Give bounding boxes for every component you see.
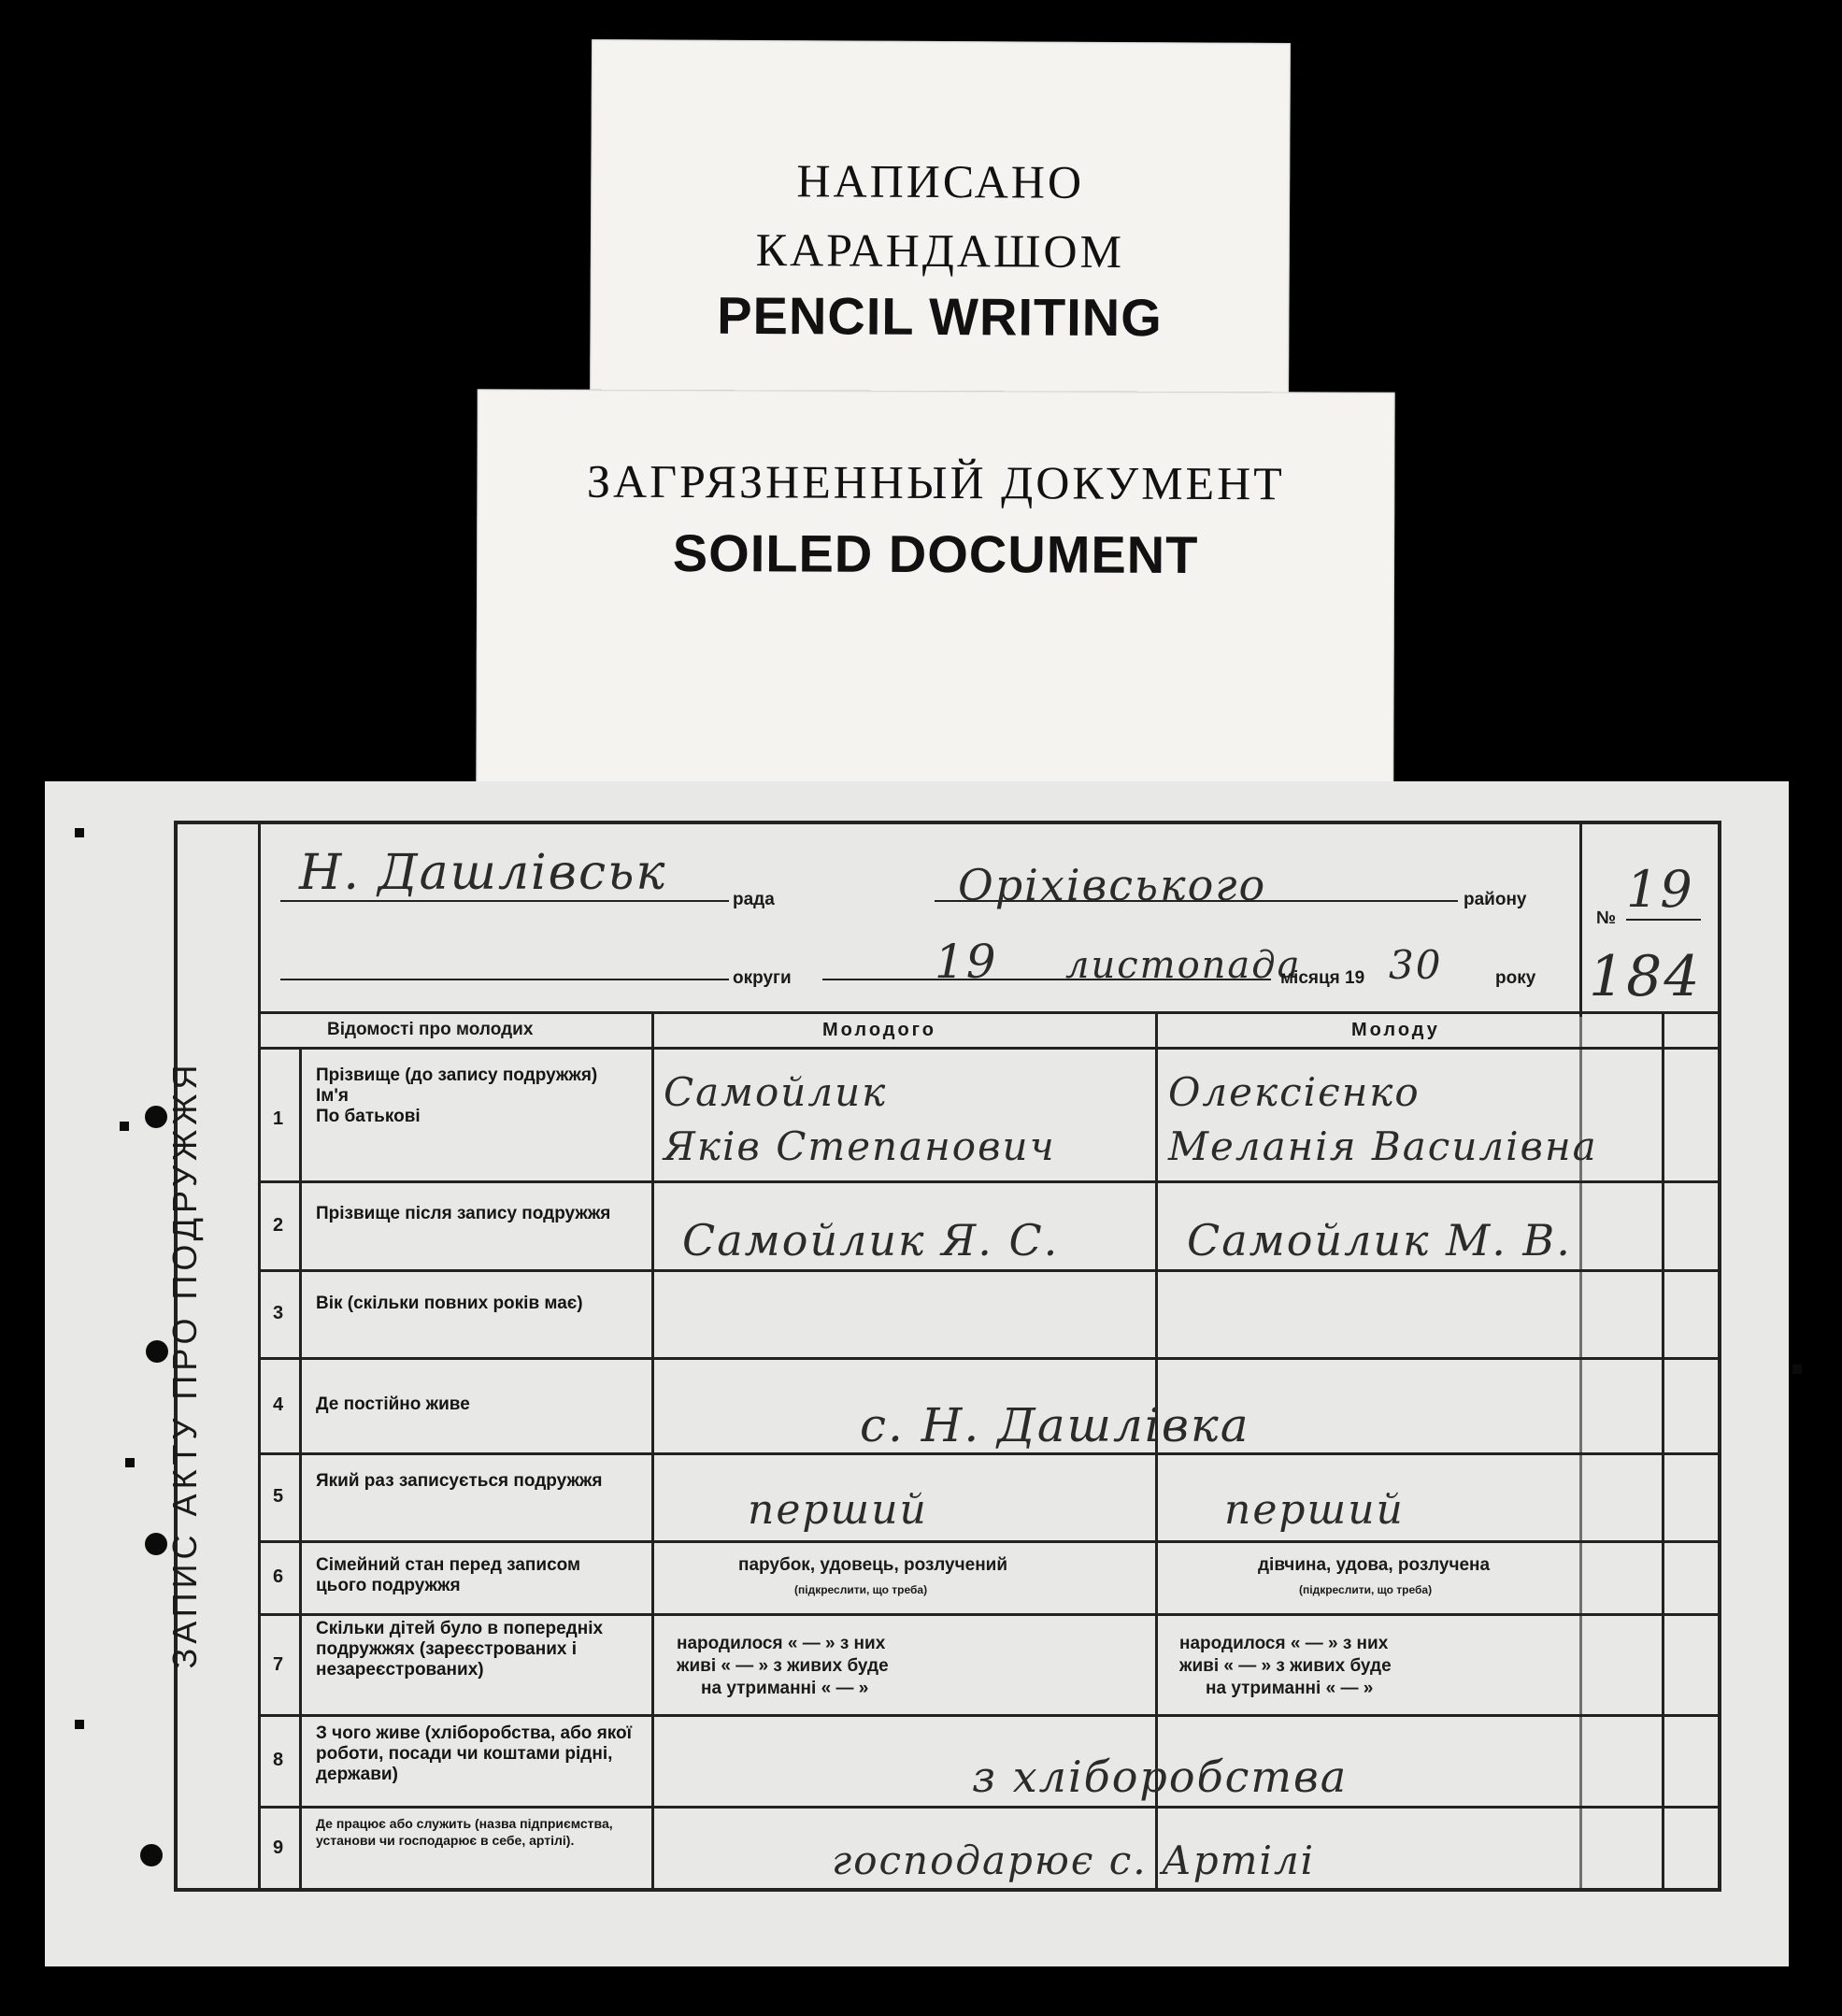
bride-name: Олексієнко Меланія Василівна [1168,1069,1598,1169]
groom-children-born: народилося « — » з них [677,1634,886,1653]
note-en: SOILED DOCUMENT [672,523,1199,584]
speck [1792,1365,1802,1374]
row-label: З чого живе (хліборобства, або якої роботи, посади чи коштами рідні, держави) [316,1723,632,1784]
groom-status-options: парубок, удовець, розлучений [738,1555,1008,1575]
row-label: Прізвище (до запису подружжя) Ім'я По батькові [316,1065,598,1126]
speck [75,828,84,837]
number-label: № [1596,908,1617,928]
row-number: 4 [273,1394,284,1415]
row-label: Скільки дітей було в попередніх подружжях (зареєстрованих і незареєстрованих) [316,1619,604,1680]
groom-name: Самойлик Яків Степанович [664,1069,1056,1169]
month-year-label: місяця 19 [1280,968,1365,988]
vertical-title [129,1047,241,1682]
row-label: Сімейний стан перед записом цього подружжя [316,1555,581,1595]
bride-status-note: (підкреслити, що треба) [1299,1583,1433,1596]
groom-children-alive: живі « — » з живих буде [677,1656,889,1676]
row-label: Прізвище після запису подружжя [316,1204,611,1223]
year-label: року [1495,968,1536,988]
okrug-label: округи [733,968,792,988]
number-value: 19 [1626,860,1694,919]
row-number: 5 [273,1486,284,1507]
punch-hole [140,1844,163,1866]
rada-value: Н. Дашлівськ [299,845,667,901]
row-label: Який раз записується подружжя [316,1471,603,1491]
col-bride-header: Молоду [1351,1020,1440,1040]
bride-children-alive: живі « — » з живих буде [1179,1656,1392,1676]
number-value-2: 184 [1589,944,1702,1009]
row-number: 2 [273,1215,284,1236]
row-label: Де працює або служить (назва підприємства, установи чи господарює в себе, артілі). [316,1816,613,1848]
col-groom-header: Молодого [822,1020,936,1040]
year-value: 30 [1389,942,1443,988]
row-label: Вік (скільки повних років має) [316,1294,583,1313]
groom-children-supported: на утриманні « — » [701,1679,869,1698]
occupation: з хліборобства [972,1751,1349,1802]
rada-label: рада [733,890,775,909]
note-ru-line1: НАПИСАНО [796,154,1085,208]
groom-times-married: перший [748,1486,928,1534]
row-number: 9 [273,1837,284,1858]
note-en: PENCIL WRITING [717,285,1163,348]
day-value: 19 [935,935,998,989]
residence: с. Н. Дашлівка [860,1398,1250,1452]
row-number: 6 [273,1566,284,1587]
note-ru: ЗАГРЯЗНЕННЫЙ ДОКУМЕНТ [586,454,1285,510]
bride-surname-after: Самойлик М. В. [1187,1215,1572,1265]
vertical-title-text: ЗАПИС АКТУ ПРО ПОДРУЖЖЯ [165,1060,204,1669]
bride-children-born: народилося « — » з них [1179,1634,1389,1653]
row-number: 7 [273,1654,284,1675]
bride-status-options: дівчина, удова, розлучена [1258,1555,1491,1575]
col-info-header: Відомості про молодих [327,1020,534,1039]
marriage-record-form [45,781,1789,1966]
workplace: господарює с. Артілі [832,1837,1316,1883]
note-ru-line2: КАРАНДАШОМ [755,222,1125,279]
bride-children-supported: на утриманні « — » [1206,1679,1374,1698]
row-number: 3 [273,1303,284,1323]
speck [75,1720,84,1729]
soiled-document-note [476,389,1394,786]
speck [120,1122,129,1131]
row-label: Де постійно живе [316,1394,470,1414]
groom-surname-after: Самойлик Я. С. [682,1215,1060,1265]
rayon-label: району [1464,890,1527,909]
bride-times-married: перший [1224,1486,1405,1534]
row-number: 8 [273,1750,284,1770]
groom-status-note: (підкреслити, що треба) [794,1583,928,1596]
row-number: 1 [273,1108,284,1129]
rayon-value: Оріхівського [958,860,1267,910]
month-value: листопада [1065,944,1302,987]
pencil-writing-note [590,39,1291,412]
